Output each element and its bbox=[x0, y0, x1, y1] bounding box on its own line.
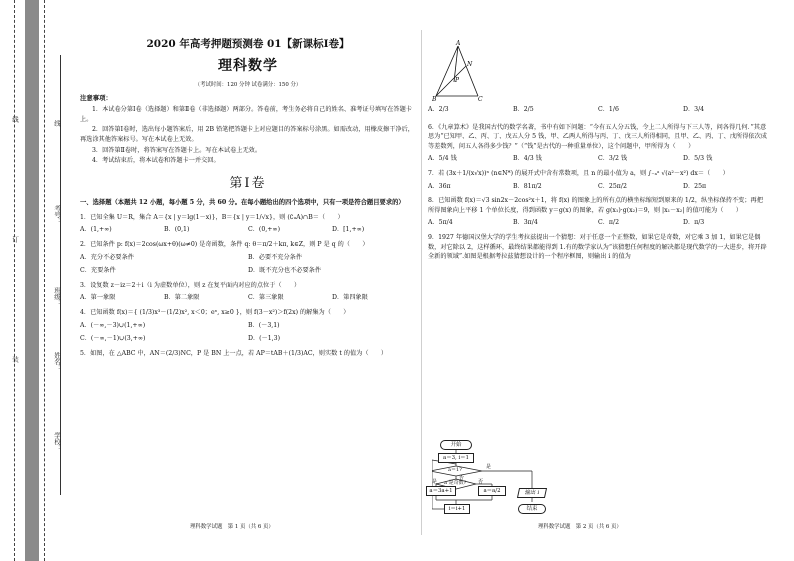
flow-op2: a＝a/2 bbox=[478, 486, 506, 496]
binding-label-xian: 线 bbox=[11, 116, 19, 123]
section-desc: 一、选择题（本题共 12 小题，每小题 5 分，共 60 分。在每小题给出的四个选项中，只有一项是符合题目要求的） bbox=[80, 199, 405, 207]
question-7 bbox=[428, 169, 768, 191]
option-a: A．(1,+∞) bbox=[80, 226, 112, 234]
question-options bbox=[80, 321, 416, 344]
question-options bbox=[428, 182, 768, 192]
option-d: D．π/3 bbox=[683, 219, 705, 227]
option-b: B．第二象限 bbox=[164, 294, 200, 302]
question-6 bbox=[428, 123, 768, 164]
binding-label-xuexiao: 学校： bbox=[53, 432, 61, 452]
question-options bbox=[80, 293, 416, 303]
option-d: D．第四象限 bbox=[332, 294, 368, 302]
option-c: C．(－∞,－1)∪(3,+∞) bbox=[80, 335, 146, 343]
option-d: D．(－1,3) bbox=[248, 335, 281, 343]
notice-block bbox=[80, 94, 416, 166]
option-a: A．5/4 钱 bbox=[428, 155, 457, 163]
notice-item: 2．回答第Ⅰ卷时，选出每小题答案后，用 2B 铅笔把答题卡上对应题目的答案标号涂黑。如需改动，用橡皮擦干净后，再选涂其他答案标号。写在本试卷上无效。 bbox=[80, 126, 414, 144]
fig-label-b: B bbox=[432, 96, 437, 102]
option-c: C．25π/2 bbox=[598, 182, 627, 190]
binding-label-ding: 订 bbox=[11, 236, 19, 243]
option-a: A．5π/4 bbox=[428, 219, 453, 227]
flow-end: 结束 bbox=[518, 504, 546, 514]
binding-label-xingming: 姓名： bbox=[53, 352, 61, 372]
question-stem: 2．已知条件 p: f(x)＝2cos(ωx+θ)(ω≠0) 是奇函数，条件 q: θ＝π/2＋kπ, k∈Z，则 P 是 q 的（ ） bbox=[80, 241, 369, 249]
notice-item: 1．本试卷分第Ⅰ卷（选择题）和第Ⅱ卷（非选择题）两部分。答卷前，考生务必将自己的姓名、准考证号填写在答题卡上。 bbox=[80, 106, 412, 123]
question-options bbox=[428, 218, 768, 228]
option-b: B．81π/2 bbox=[513, 182, 542, 190]
option-c: C．第三象限 bbox=[248, 294, 284, 302]
flow-cond-no: 否 bbox=[459, 475, 465, 481]
question-stem: 5．如图，在 △ABC 中，AN＝(2/3)NC，P 是 BN 上一点，若 AP＝tAB＋(1/3)AC，则实数 t 的值为（ ） bbox=[80, 349, 388, 357]
left-column bbox=[80, 36, 416, 359]
option-b: B．(0,1) bbox=[164, 226, 190, 234]
question-9 bbox=[428, 233, 768, 262]
option-d: D．3/4 bbox=[683, 106, 705, 113]
binding-dash-outer bbox=[14, 0, 15, 561]
right-column bbox=[428, 40, 768, 262]
exam-meta: （考试时间：120 分钟 试卷满分：150 分） bbox=[194, 81, 302, 88]
question-stem: 1．已知全集 U＝R，集合 A＝{x | y＝lg(1－x)}，B＝{x | y＝1/√x}，则 (∁ᵤA)∩B＝（ ） bbox=[80, 213, 344, 221]
question-1 bbox=[80, 213, 416, 235]
question-5 bbox=[80, 349, 416, 359]
question-5-options bbox=[428, 105, 768, 115]
question-8 bbox=[428, 196, 768, 228]
question-options bbox=[428, 154, 768, 164]
option-a: A．(－∞,－3)∪(1,+∞) bbox=[80, 321, 146, 329]
question-stem: 7．若 (3x＋1/(x√x))ⁿ (n∈N*) 的展开式中含有常数项，且 n 的最小值为 a，则 ∫₋ₐᵃ √(a²－x²) dx＝（ ） bbox=[428, 170, 729, 178]
option-a: A．充分不必要条件 bbox=[80, 253, 134, 261]
notice-item: 3．回答第Ⅱ卷时，将答案写在答题卡上。写在本试卷上无效。 bbox=[92, 146, 262, 154]
question-stem: 3．设复数 z－iz＝2＋i（i 为虚数单位），则 z 在复平面内对应的点位于（ ） bbox=[80, 281, 301, 289]
option-d: D．[1,+∞) bbox=[332, 226, 365, 234]
column-divider bbox=[421, 30, 422, 535]
option-b: B．3π/4 bbox=[513, 219, 538, 227]
option-c: C．3/2 钱 bbox=[598, 155, 628, 163]
question-options bbox=[80, 225, 416, 235]
option-d: D．25π bbox=[683, 182, 707, 190]
question-3 bbox=[80, 281, 416, 303]
option-c: C．(0,+∞) bbox=[248, 226, 280, 234]
binding-strip bbox=[0, 0, 66, 561]
footer-left: 理科数学试题 第 1 页（共 6 页） bbox=[190, 524, 274, 530]
triangle-figure bbox=[432, 40, 492, 102]
option-d: D．5/3 钱 bbox=[683, 155, 713, 163]
option-b: B．必要不充分条件 bbox=[248, 253, 303, 261]
question-stem: 9．1927 年德国汉堡大学的学生考拉兹提出一个猜想：对于任意一个正整数，如果它是奇数，对它乘 3 加 1，如果它是偶数，对它除以 2，这样循环，最终结果都能得到 1.有的数学家认为“该猜想任何程度的解决都是现代数学的一大进步，将开辟全新的领域”.如图是根据考拉兹猜想设计的一个程序框图，则输出 i 的值为 bbox=[428, 234, 767, 261]
question-4 bbox=[80, 308, 416, 344]
option-c: C．充要条件 bbox=[80, 267, 116, 275]
question-2 bbox=[80, 240, 416, 276]
fig-label-a: A bbox=[456, 40, 461, 47]
option-c: C．1/6 bbox=[598, 106, 619, 113]
fig-label-n: N bbox=[467, 61, 473, 68]
flow-start: 开始 bbox=[440, 440, 472, 450]
notice-item: 4．考试结束后，将本试卷和答题卡一并交回。 bbox=[92, 157, 220, 165]
flow-op1: a＝3a+1 bbox=[426, 486, 456, 496]
flow-cond: a＝1? bbox=[448, 467, 462, 473]
option-a: A．第一象限 bbox=[80, 294, 116, 302]
option-b: B．2/5 bbox=[513, 106, 534, 113]
question-stem: 4．已知函数 f(x)＝{ (1/3)x³－(1/2)x², x＜0；eˣ, x≥0 }，则 f(3－x²)＞f(2x) 的解集为（ ） bbox=[80, 309, 350, 317]
binding-label-xian-inner: 线 bbox=[53, 120, 61, 127]
fig-label-c: C bbox=[478, 96, 483, 102]
binding-dark-band bbox=[25, 0, 39, 561]
option-a: A．2/3 bbox=[428, 106, 449, 113]
flow-cond-yes: 是 bbox=[486, 464, 492, 470]
exam-subject: 理科数学 bbox=[218, 58, 278, 75]
flow-output: 输出 i bbox=[517, 488, 547, 498]
notice-heading: 注意事项： bbox=[80, 94, 112, 103]
binding-label-kaohao: 考号： bbox=[53, 205, 61, 225]
flow-odd: a 是奇数? bbox=[444, 480, 467, 486]
question-options bbox=[80, 253, 416, 276]
exam-title: 2020 年高考押题预测卷 01【新课标Ⅰ卷】 bbox=[146, 38, 350, 50]
flow-odd-no: 否 bbox=[478, 479, 484, 485]
section-title: 第Ⅰ卷 bbox=[229, 175, 267, 191]
binding-label-zhuang: 装 bbox=[11, 356, 19, 363]
flow-init: a＝3, i＝1 bbox=[438, 453, 474, 463]
fig-label-p: P bbox=[455, 77, 460, 84]
flow-inc: i＝i+1 bbox=[444, 504, 470, 514]
option-c: C．π/2 bbox=[598, 219, 620, 227]
option-a: A．36π bbox=[428, 182, 451, 190]
footer-right: 理科数学试题 第 2 页（共 6 页） bbox=[538, 524, 622, 530]
question-stem: 8．已知函数 f(x)＝√3 sin2x－2cos²x＋1，将 f(x) 的图象上的所有点的横坐标缩短到原来的 1/2，纵坐标保持不变；再把所得图象向上平移 1 个单位长度，得到函数 y＝g(x) 的图象，若 g(x₁)·g(x₂)＝9，则 |x₁－x₂| 的值可能为（ ） bbox=[428, 197, 763, 214]
option-b: B．(－3,1) bbox=[248, 321, 280, 329]
binding-label-banji: 班级： bbox=[53, 287, 61, 307]
flow-odd-yes: 是 bbox=[432, 479, 438, 485]
flowchart bbox=[429, 440, 552, 518]
question-stem: 6．《九章算术》是我国古代的数学名著，书中有如下问题：“今有五人分五钱，令上二人所得与下三人等，问各得几何．”其意思为“已知甲、乙、丙、丁、戊五人分 5 钱，甲、乙两人所得与丙、丁、戊三人所得相同，且甲、乙、丙、丁、戊所得依次成等差数列，问五人各得多少钱？”（“钱”是古代的一种重量单位），这个问题中，甲所得为（ ） bbox=[428, 123, 767, 150]
option-b: B．4/3 钱 bbox=[513, 155, 542, 163]
option-d: D．既不充分也不必要条件 bbox=[248, 267, 322, 275]
binding-dash-inner bbox=[44, 0, 45, 561]
